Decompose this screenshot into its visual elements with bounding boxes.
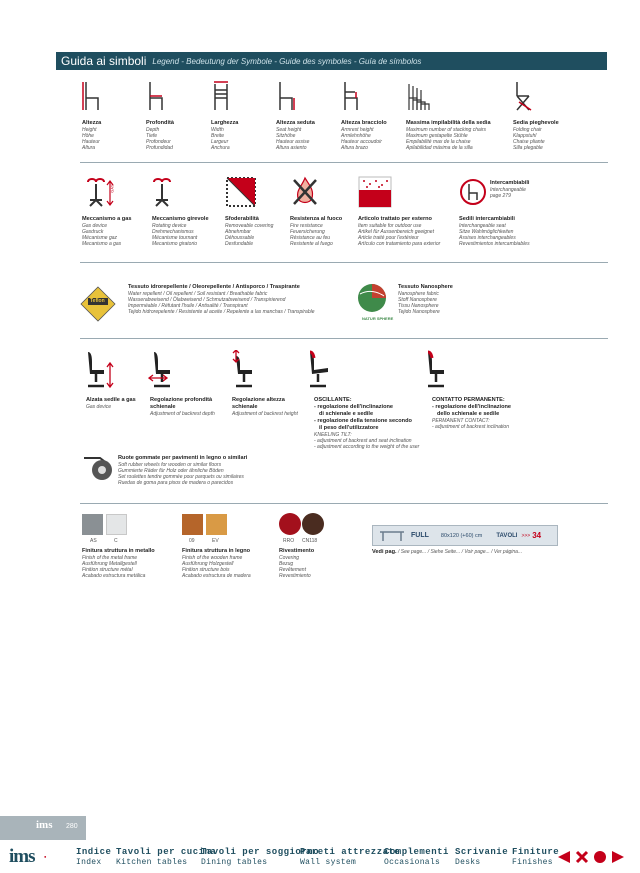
finish-code: 09 [189, 538, 195, 544]
page-number: 280 [66, 823, 78, 830]
interchangeable-seat-icon [459, 178, 487, 206]
nav-kitchen-tables[interactable]: Tavoli per cucina Kitchen tables [116, 847, 217, 867]
legend-removable-cover: Sfoderabilità Removeable covering Abnehmbar Déhoussable Desfundable [225, 216, 274, 247]
rubber-wheel-icon [82, 452, 116, 482]
height-icon [82, 80, 102, 112]
swatch-cover-cn118 [302, 513, 324, 535]
gas-seat-lift-icon [82, 350, 116, 390]
legend-backrest-depth: Regolazione profondità schienale Adjustment of backrest depth [150, 397, 215, 417]
brand-logo-dot: ● [44, 854, 47, 859]
rotating-device-icon [150, 176, 174, 208]
legend-backrest-height: Regolazione altezza schienale Adjustment of backrest height [232, 397, 298, 417]
separator [80, 338, 608, 339]
legend-interchangeable-seat: Sedili intercambiabili Interchangeable seat Sitze Wahlmöglichkeiten Assises interchangeables Revestimientos intercambiables [459, 216, 530, 247]
legend-gas-seat-lift: Alzata sedile a gas Gas device [86, 397, 136, 410]
page-reference-example [372, 525, 558, 546]
swatch-wood-09 [182, 514, 203, 535]
legend-seat-height: Altezza seduta Seat height Sitzhöhe Hauteur assise Altura asiento [276, 120, 315, 151]
kneeling-tilt-icon [304, 350, 338, 390]
page-number-tab [0, 816, 86, 840]
swatch-metal-as [82, 514, 103, 535]
finish-code: AS [90, 538, 97, 544]
teflon-logo-icon [80, 286, 116, 322]
legend-wood-finish: Finitura struttura in legno Finish of the wooden frame Ausführung Holzgestell Finition structure bois Acabado estructura de madera [182, 548, 251, 579]
nav-dining-tables[interactable]: Tavoli per soggiorno Dining tables [201, 847, 320, 867]
legend-kneeling-tilt: OSCILLANTE: - regolazione dell'inclinazione di schienale e sedile - regolazione della tensione secondo il peso dell'utilizzatore KNEELING TILT: - adjustment of backrest and seat inclination - adjustment according to the weight of the user [314, 397, 420, 450]
legend-stacking: Massima impilabilità della sedia Maximum number of stacking chairs Maximum gestapelte Stühle Empilabilité max de la chaise Apilabilidad máxima de la silla [406, 120, 491, 151]
separator [80, 503, 608, 504]
legend-width: Larghezza Width Breite Largeur Anchura [211, 120, 239, 151]
next-page-icon[interactable] [611, 850, 625, 864]
outdoor-use-icon [358, 176, 392, 208]
legend-see-page: Vedi pag. / See page... / Siehe Seite... / Voir page... / Ver página... [372, 549, 523, 555]
nav-desks[interactable]: Scrivanie Desks [455, 847, 509, 867]
nav-finishes[interactable]: Finiture Finishes [512, 847, 560, 867]
legend-nanosphere-fabric: Tessuto Nanosphere Nanosphere fabric Stoff Nanosphere Tissu Nanosphere Tejido Nanosphere [398, 284, 453, 315]
interchangeable-note: Intercambiabili Interchangeable page 279 [490, 180, 530, 199]
brand-logo-small: ims [36, 819, 53, 831]
seat-height-icon [276, 80, 296, 112]
swatch-wood-ev [206, 514, 227, 535]
page-ref-number: 34 [532, 531, 542, 540]
legend-depth: Profondità Depth Tiefe Profondeur Profundidad [146, 120, 174, 151]
legend-covering: Rivestimento Covering Bezug Revêtement Revestimiento [279, 548, 315, 579]
legend-teflon-fabric: Tessuto idrorepellente / Oleorepellente / Antisporco / Traspirante Water repellent / Oil repellent / Soil resistant / Breathable fabric Wasserabweisend / Ölabweisend / Schmutzabweisend / Transpirierend Imperméable / Réfutant l'huile / Antisalité / Transpirant Tejido hidrorepelente / Resistente al aceite / Repelente a las manchas / Transpirable [128, 284, 315, 315]
depth-icon [146, 80, 166, 112]
backrest-depth-icon [148, 350, 182, 390]
product-dimensions: 80x120 (+60) cm [440, 532, 483, 539]
swatch-cover-rro [279, 513, 301, 535]
prev-page-icon[interactable] [557, 850, 571, 864]
table-icon [379, 530, 405, 542]
teflon-label: Teflon [90, 298, 105, 304]
legend-rotating-device: Meccanismo girevole Rotating device Drehmechanismus Mécanisme tournant Mecanismo giratorio [152, 216, 209, 247]
finish-code: RRO [283, 538, 295, 544]
nav-occasionals[interactable]: Complementi Occasionals [384, 847, 449, 867]
legend-fire-resistance: Resistenza al fuoco Fire resistance Feuersicherung Résistance au feu Resistente al fuego [290, 216, 343, 247]
swatch-metal-c [106, 514, 127, 535]
finish-code: EV [212, 538, 219, 544]
nav-wall-system[interactable]: Pareti attrezzate Wall system [300, 847, 401, 867]
legend-outdoor-use: Articolo trattato per esterno Item suitable for outdoor use Artikel für Aussenbereich geeignet Article traité pour l'extérieur Artículo con tratamiento para exterior [358, 216, 441, 247]
separator [80, 262, 608, 263]
armrest-height-icon [341, 80, 361, 112]
width-icon [211, 80, 231, 112]
finish-code: C [114, 538, 118, 544]
page-subtitle: Legend - Bedeutung der Symbole - Guide des symboles - Guía de símbolos [152, 56, 422, 66]
close-icon[interactable] [575, 850, 589, 864]
fire-resistance-icon [290, 176, 320, 208]
legend-armrest-height: Altezza bracciolo Armrest height Armlehnhöhe Hauteur accoudoir Altura brazo [341, 120, 387, 151]
separator [80, 162, 608, 163]
legend-metal-finish: Finitura struttura in metallo Finish of the metal frame Ausführung Metallgestell Finition structure métal Acabado estructura metálica [82, 548, 155, 579]
header-bar [56, 52, 607, 70]
folding-chair-icon [513, 80, 535, 112]
legend-rubber-wheels: Ruote gommate per pavimenti in legno o similari Soft rubber wheels for wooden or similar floors Gummierte Räder für Holz oder ähnliche Böden Set roulettes tendre gommée pour parquets ou similaires Ruedas de goma para pisos de madera o parecidos [118, 455, 248, 486]
legend-folding-chair: Sedia pieghevole Folding chair Klappstuhl Chaise pliante Silla plegable [513, 120, 559, 151]
arrow-label: >>> [521, 532, 531, 539]
nav-index[interactable]: Indice Index [76, 847, 112, 867]
stacking-chairs-icon [406, 80, 434, 112]
nature-sphere-label: NATUR SPHERE [362, 316, 394, 321]
section-name: TAVOLI [496, 532, 518, 539]
legend-gas-device: Meccanismo a gas Gas device Gasdruck Mécanisme gaz Mecanismo a gas [82, 216, 132, 247]
product-name: FULL [411, 532, 429, 539]
footer [0, 840, 640, 873]
backrest-height-icon [230, 350, 264, 390]
page-title: Guida ai simboli [61, 54, 147, 68]
legend-height: Altezza Height Höhe Hauteur Altura [82, 120, 102, 151]
finish-code: CN118 [302, 538, 318, 544]
legend-permanent-contact: CONTATTO PERMANENTE: - regolazione dell'inclinazione dello schienale e sedile PERMANENT CONTACT: - adjustment of backrest inclination [432, 397, 512, 430]
removable-cover-icon [225, 176, 257, 208]
home-dot-icon[interactable] [593, 850, 607, 864]
gas-badge: GAS [109, 184, 115, 193]
permanent-contact-icon [422, 350, 456, 390]
brand-logo: ims [9, 846, 35, 867]
